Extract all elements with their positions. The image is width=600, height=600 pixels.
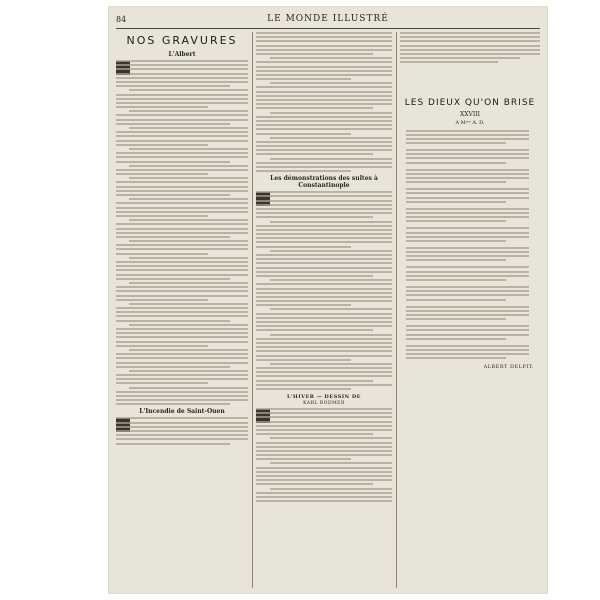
caption-author: KARL BODMER (303, 401, 345, 406)
article-title: L'Albert (168, 51, 196, 58)
section-title: NOS GRAVURES (126, 34, 238, 47)
article-title: L'Incendie de Saint-Ouen (139, 408, 225, 416)
article-body (116, 417, 248, 444)
article-body (256, 191, 392, 390)
poem-author: ALBERT DELPIT. (483, 364, 534, 371)
page-header (116, 12, 540, 29)
column-divider (396, 32, 397, 588)
poem-dedication: A Mᵐᵉ A. D. (455, 119, 485, 126)
column-2 (256, 32, 392, 588)
newspaper-page (108, 6, 548, 594)
article-body (256, 408, 392, 502)
illustration-caption (256, 394, 392, 406)
column-3 (400, 32, 540, 588)
poem-number: XXVIII (460, 110, 480, 118)
article-title: Les démonstrations des sultes à Constantinople (270, 175, 378, 190)
column-divider (252, 32, 253, 588)
column-1 (116, 32, 248, 588)
page-number: 84 (116, 15, 127, 24)
journal-title: LE MONDE ILLUSTRÉ (267, 14, 389, 24)
article-body (256, 32, 392, 172)
poem-section-title: LES DIEUX QU'ON BRISE (404, 97, 536, 108)
caption-main: L'HIVER — DESSIN DE (287, 394, 361, 400)
article-body (400, 32, 540, 63)
article-body (116, 60, 248, 405)
poem-body (400, 130, 540, 360)
